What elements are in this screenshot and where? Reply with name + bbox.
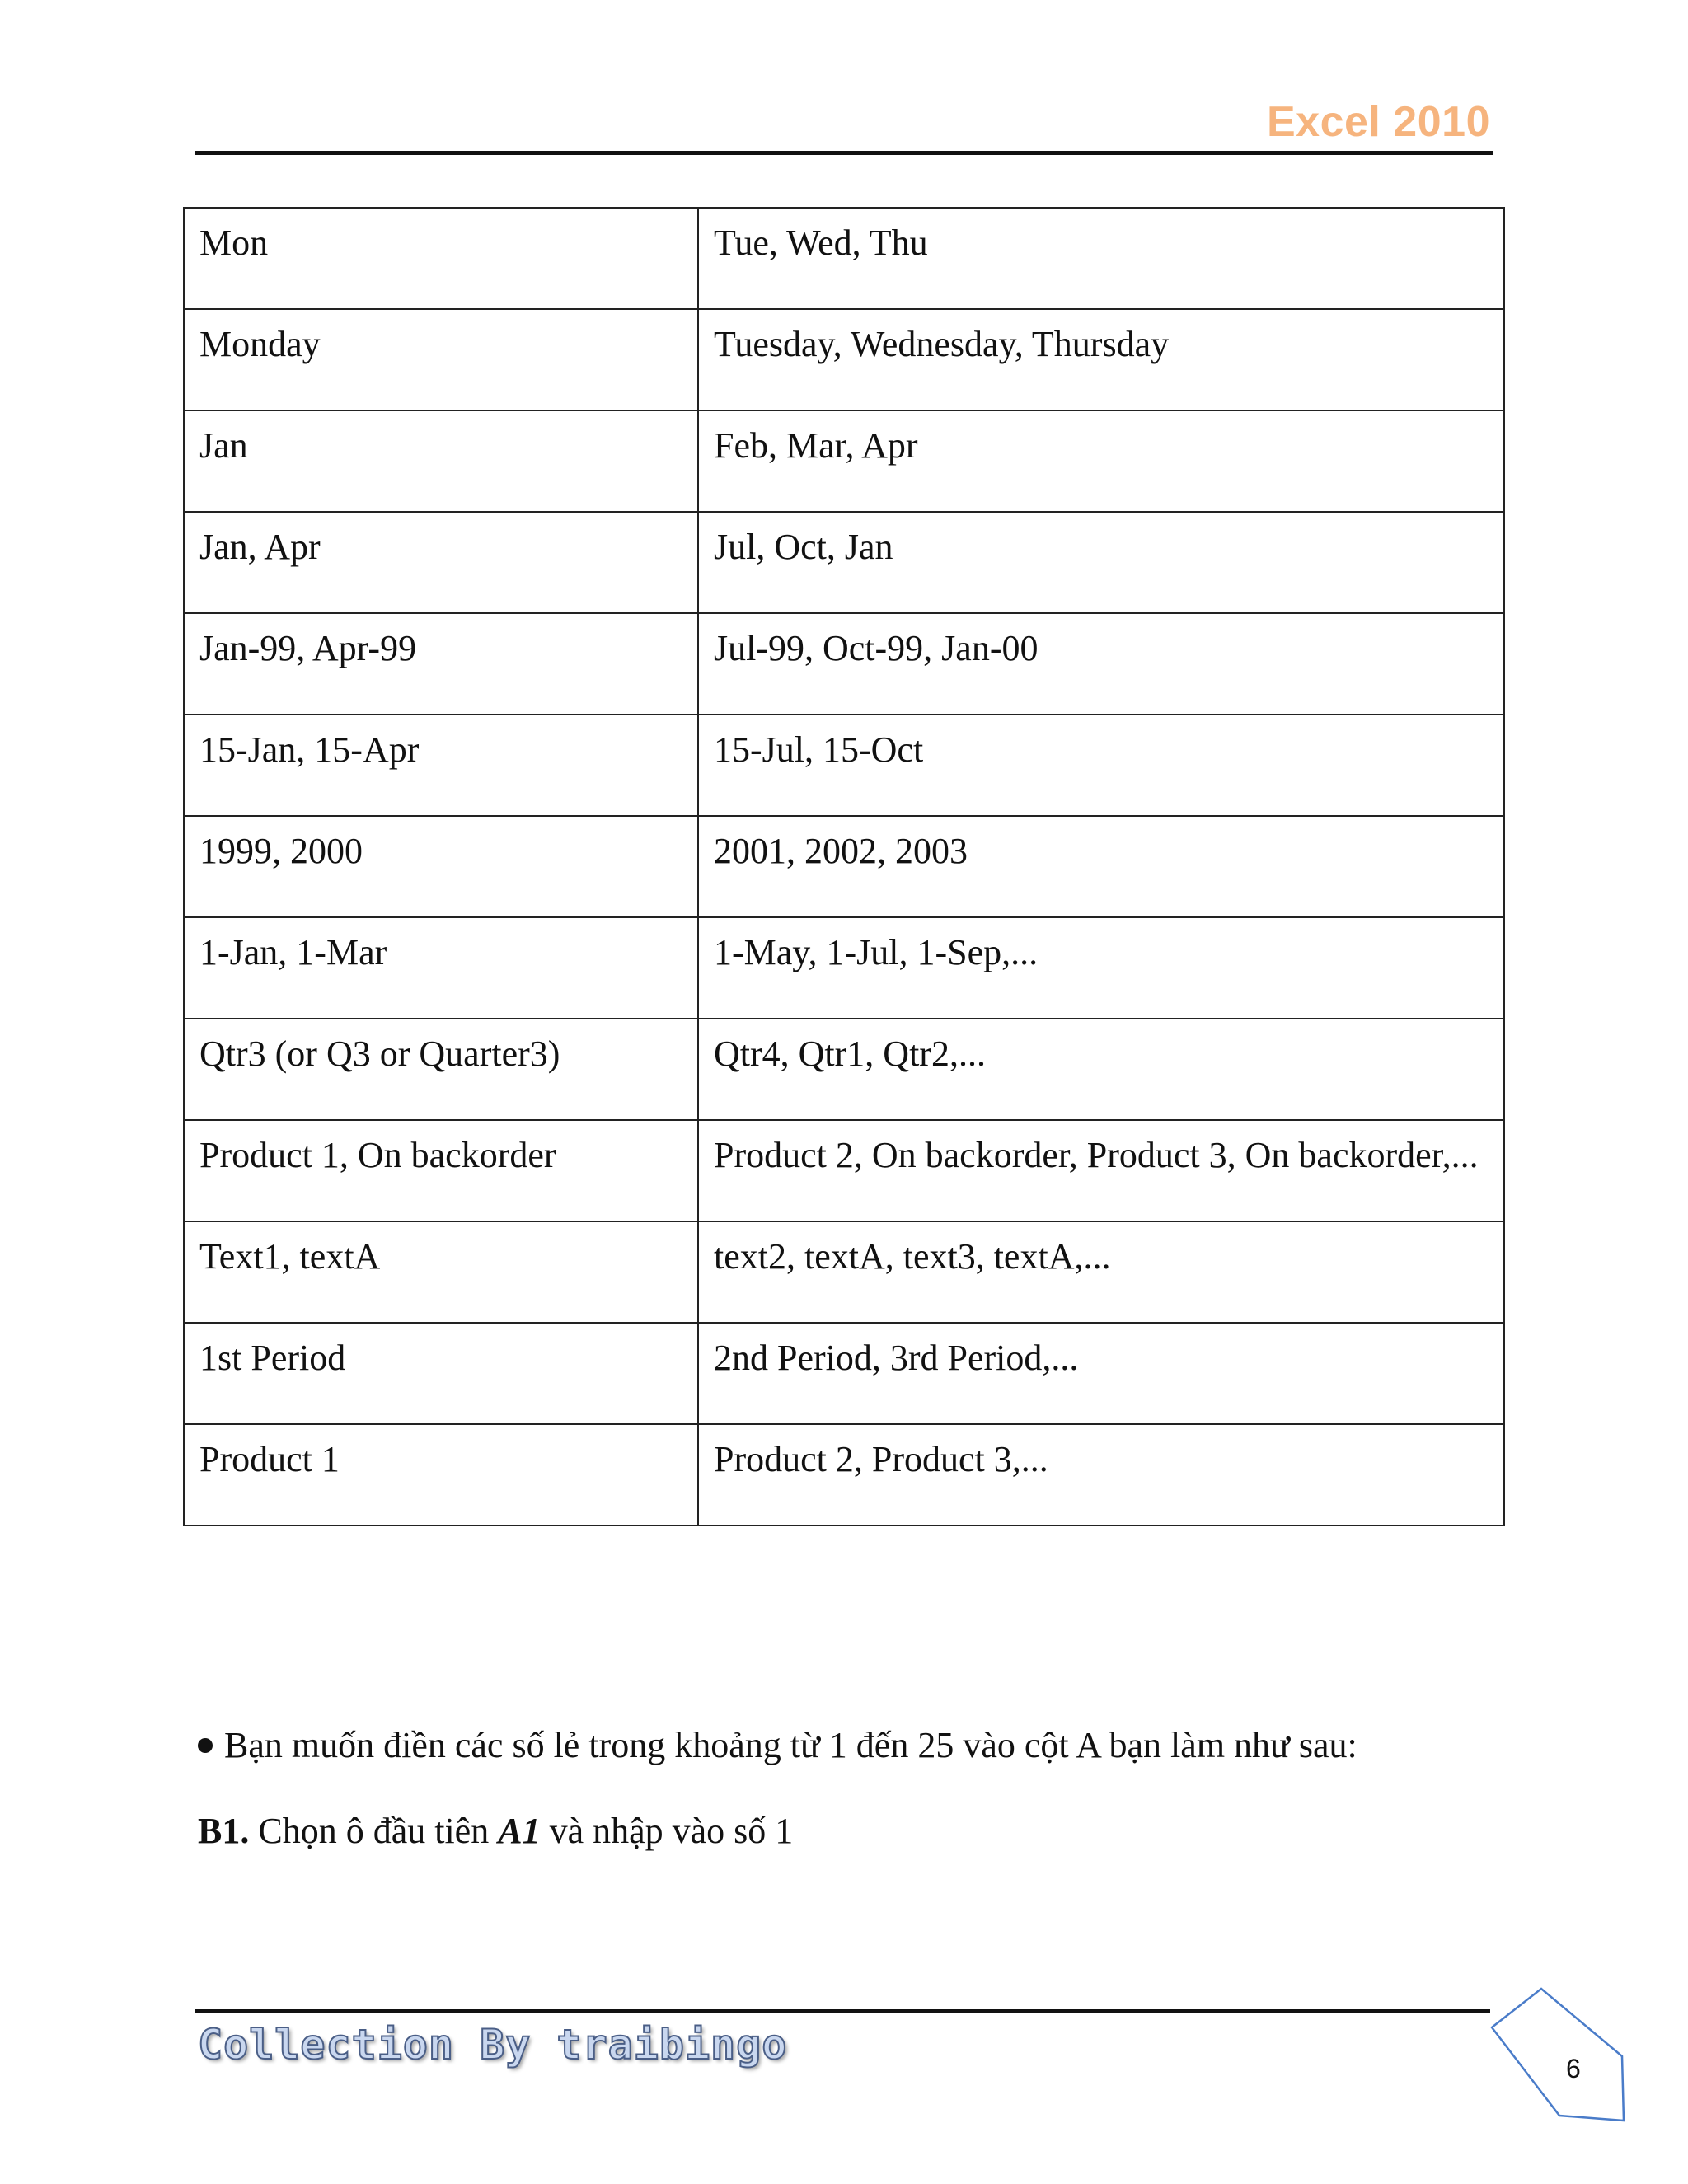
footer-divider	[195, 2009, 1490, 2013]
start-value-cell	[184, 613, 698, 715]
step-paragraph	[198, 1810, 793, 1852]
table-row	[184, 917, 1504, 1019]
continuation-text: 1-May, 1-Jul, 1-Sep,...	[714, 932, 1039, 972]
continuation-cell	[698, 410, 1504, 512]
continuation-text: 2nd Period, 3rd Period,...	[714, 1338, 1079, 1378]
continuation-cell	[698, 816, 1504, 917]
start-value-cell	[184, 816, 698, 917]
continuation-cell	[698, 613, 1504, 715]
continuation-cell	[698, 1019, 1504, 1120]
table-row	[184, 1019, 1504, 1120]
start-value-text: 1999, 2000	[199, 831, 363, 871]
table-row	[184, 1424, 1504, 1526]
start-value-cell	[184, 1221, 698, 1323]
step-text-before: Chọn ô đầu tiên	[249, 1811, 499, 1851]
table-body	[184, 208, 1504, 1526]
start-value-cell	[184, 512, 698, 613]
continuation-text: Tue, Wed, Thu	[714, 223, 928, 263]
step-text-after: và nhập vào số 1	[540, 1811, 794, 1851]
continuation-text: Jul-99, Oct-99, Jan-00	[714, 628, 1039, 668]
start-value-text: Monday	[199, 324, 321, 364]
page-badge-shape	[1484, 1982, 1632, 2130]
start-value-text: Jan-99, Apr-99	[199, 628, 417, 668]
start-value-text: 1-Jan, 1-Mar	[199, 932, 387, 972]
start-value-text: Product 1, On backorder	[199, 1135, 556, 1175]
header-title: Excel 2010	[1266, 98, 1490, 146]
continuation-cell	[698, 309, 1504, 410]
table-row	[184, 1323, 1504, 1424]
header-divider	[195, 151, 1493, 155]
start-value-text: Text1, textA	[199, 1236, 381, 1277]
table-row	[184, 715, 1504, 816]
autofill-series-table	[183, 207, 1505, 1526]
start-value-cell	[184, 1424, 698, 1526]
footer-brand: Collection By traibingo	[198, 2021, 788, 2069]
continuation-cell	[698, 208, 1504, 309]
continuation-cell	[698, 1221, 1504, 1323]
bullet-icon	[198, 1738, 213, 1753]
start-value-cell	[184, 917, 698, 1019]
continuation-text: Product 2, Product 3,...	[714, 1439, 1048, 1479]
continuation-cell	[698, 1120, 1504, 1221]
table-row	[184, 1120, 1504, 1221]
start-value-cell	[184, 1120, 698, 1221]
start-value-text: Product 1	[199, 1439, 340, 1479]
continuation-text: 15-Jul, 15-Oct	[714, 729, 924, 770]
continuation-cell	[698, 1424, 1504, 1526]
step-cell-reference: A1	[498, 1811, 541, 1851]
continuation-cell	[698, 917, 1504, 1019]
start-value-cell	[184, 1019, 698, 1120]
continuation-cell	[698, 715, 1504, 816]
table-row	[184, 309, 1504, 410]
start-value-cell	[184, 1323, 698, 1424]
continuation-text: 2001, 2002, 2003	[714, 831, 968, 871]
start-value-text: Mon	[199, 223, 269, 263]
continuation-cell	[698, 1323, 1504, 1424]
continuation-text: Qtr4, Qtr1, Qtr2,...	[714, 1033, 986, 1074]
continuation-text: Feb, Mar, Apr	[714, 425, 918, 466]
start-value-cell	[184, 715, 698, 816]
table-row	[184, 1221, 1504, 1323]
continuation-text: Product 2, On backorder, Product 3, On backorder,...	[714, 1135, 1479, 1175]
table-row	[184, 208, 1504, 309]
continuation-text: Jul, Oct, Jan	[714, 527, 893, 567]
start-value-text: Jan	[199, 425, 248, 466]
page-number: 6	[1566, 2054, 1581, 2083]
bullet-paragraph	[198, 1724, 1357, 1766]
start-value-text: 1st Period	[199, 1338, 346, 1378]
table-row	[184, 613, 1504, 715]
table-row	[184, 410, 1504, 512]
continuation-text: Tuesday, Wednesday, Thursday	[714, 324, 1170, 364]
continuation-cell	[698, 512, 1504, 613]
start-value-text: 15-Jan, 15-Apr	[199, 729, 420, 770]
start-value-text: Qtr3 (or Q3 or Quarter3)	[199, 1033, 560, 1074]
step-label: B1.	[198, 1811, 250, 1851]
start-value-cell	[184, 309, 698, 410]
start-value-cell	[184, 410, 698, 512]
continuation-text: text2, textA, text3, textA,...	[714, 1236, 1111, 1277]
start-value-cell	[184, 208, 698, 309]
bullet-text: Bạn muốn điền các số lẻ trong khoảng từ 1 đến 25 vào cột A bạn làm như sau:	[224, 1725, 1357, 1765]
table-row	[184, 512, 1504, 613]
table-row	[184, 816, 1504, 917]
start-value-text: Jan, Apr	[199, 527, 321, 567]
